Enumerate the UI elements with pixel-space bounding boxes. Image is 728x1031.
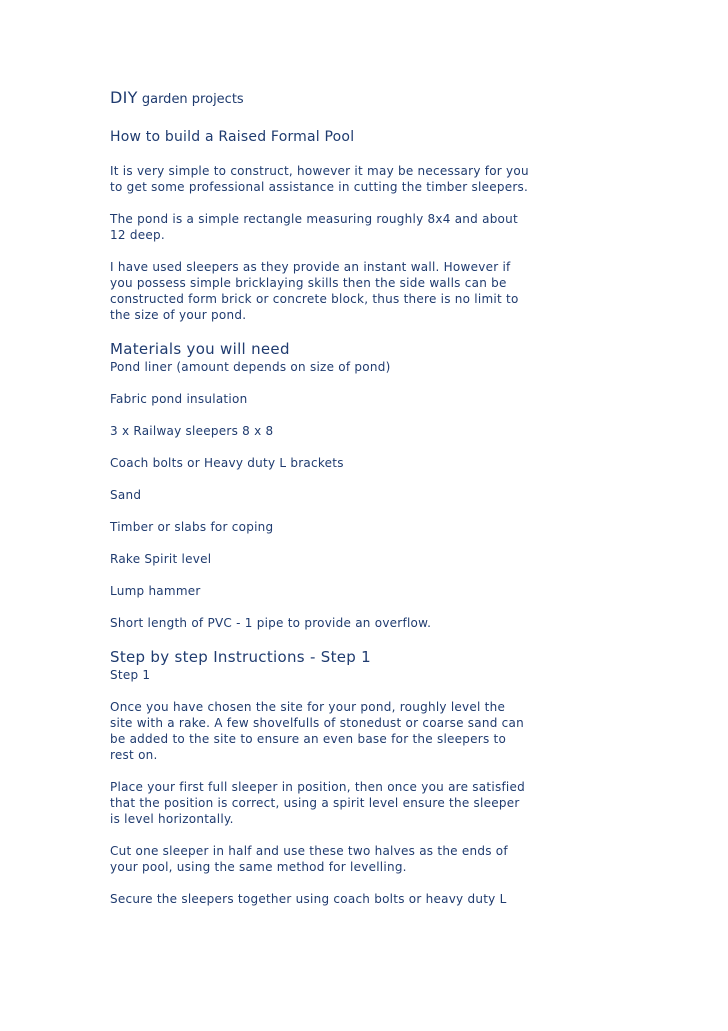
material-item: Fabric pond insulation [110,392,248,406]
material-item: Sand [110,488,142,502]
material-item: Timber or slabs for coping [110,520,274,534]
material-item: Lump hammer [110,584,201,598]
intro-paragraph: It is very simple to construct, however it may be necessary for you to get some professional assistance in cutting the timber sleepers. [110,164,529,194]
step-paragraph: Place your first full sleeper in position, then once you are satisfied that the position is correct, using a spirit level ensure the sleeper is level horizontally. [110,780,525,826]
document-subtitle: How to build a Raised Formal Pool [110,129,355,145]
intro-paragraph: The pond is a simple rectangle measuring roughly 8x4 and about 12 deep. [110,212,518,242]
material-item: Coach bolts or Heavy duty L brackets [110,456,344,470]
title-big: DIY [110,88,138,107]
document-page [110,88,530,923]
document-title [110,88,530,110]
steps-heading: Step by step Instructions - Step 1 [110,648,372,666]
step-paragraph: Cut one sleeper in half and use these two halves as the ends of your pool, using the same method for levelling. [110,844,508,874]
material-item: Short length of PVC - 1 pipe to provide an overflow. [110,616,432,630]
step-paragraph: Once you have chosen the site for your pond, roughly level the site with a rake. A few shovelfulls of stonedust or coarse sand can be added to the site to ensure an even base for the sleepers to rest on. [110,700,524,762]
intro-paragraph: I have used sleepers as they provide an instant wall. However if you possess simple bricklaying skills then the side walls can be constructed form brick or concrete block, thus there is no limit to the size of your pond. [110,260,519,322]
material-item: 3 x Railway sleepers 8 x 8 [110,424,274,438]
step-label: Step 1 [110,668,151,682]
material-item: Rake Spirit level [110,552,212,566]
title-small: garden projects [137,92,244,107]
materials-heading: Materials you will need [110,340,290,358]
material-item: Pond liner (amount depends on size of pond) [110,360,391,374]
step-paragraph: Secure the sleepers together using coach bolts or heavy duty L [110,892,507,906]
materials-list [110,359,530,631]
